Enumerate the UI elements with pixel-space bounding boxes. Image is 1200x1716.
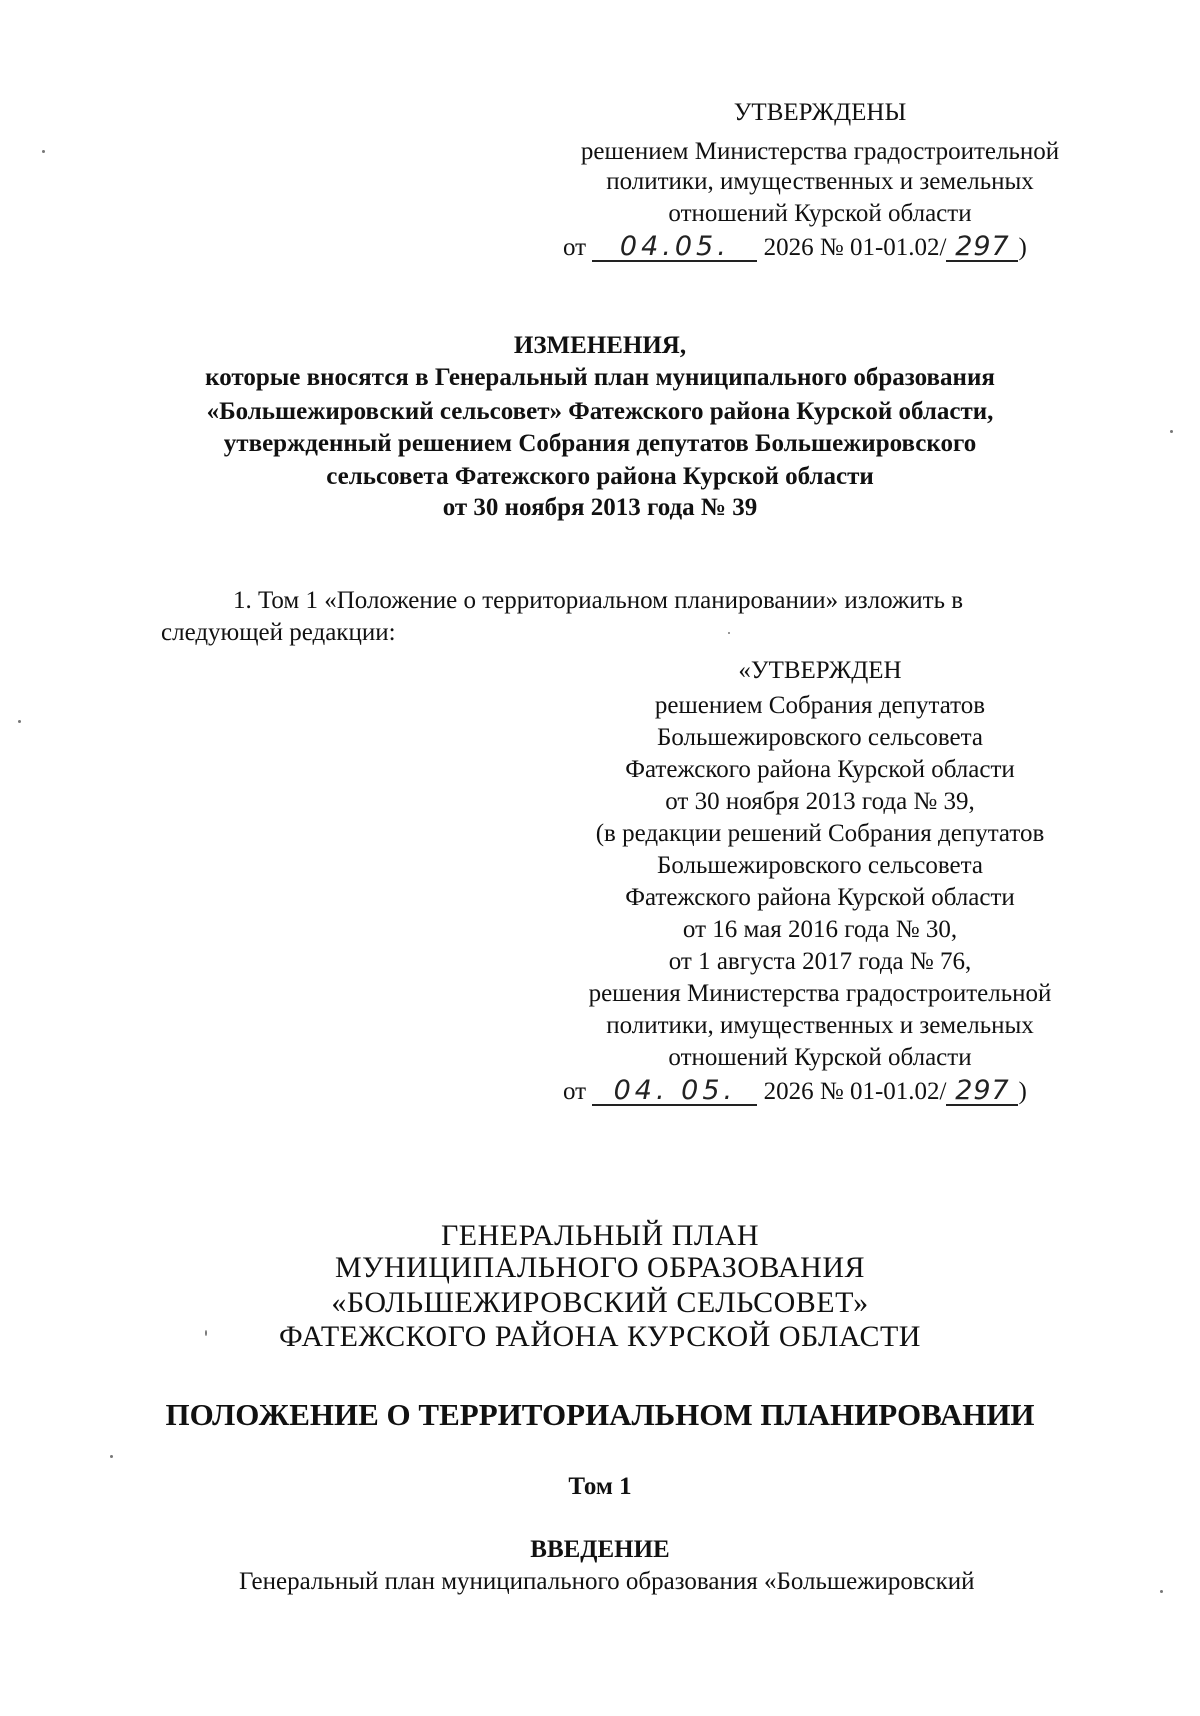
approval-line-1: решением Министерства градостроительной [580, 138, 1060, 165]
inner-approval-line: от 16 мая 2016 года № 30, [682, 916, 958, 943]
plan-title-line-2: МУНИЦИПАЛЬНОГО ОБРАЗОВАНИЯ [334, 1251, 866, 1284]
item-1-line-2: следующей редакции: [161, 619, 396, 646]
changes-title: ИЗМЕНЕНИЯ, [513, 332, 687, 359]
scan-speck [205, 1330, 207, 1336]
item-1-line-1: 1. Том 1 «Положение о территориальном планировании» изложить в [233, 587, 964, 614]
scan-speck [42, 150, 45, 153]
inner-approval-line: решением Собрания депутатов [654, 692, 986, 719]
changes-line-3: утвержденный решением Собрания депутатов Большежировского [223, 430, 977, 457]
scan-speck [728, 632, 730, 634]
handwritten-number: 297 [946, 234, 1018, 262]
plan-title-line-3: «БОЛЬШЕЖИРОВСКИЙ СЕЛЬСОВЕТ» [331, 1286, 869, 1319]
inner-approval-title: «УТВЕРЖДЕН [738, 657, 902, 684]
changes-line-2: «Большежировский сельсовет» Фатежского района Курской области, [206, 398, 994, 425]
intro-title: ВВЕДЕНИЕ [530, 1536, 670, 1563]
inner-approval-line: Большежировского сельсовета [657, 852, 983, 879]
date-year-number: 2026 № 01-01.02/ [763, 234, 947, 261]
approval-line-2: политики, имущественных и земельных [606, 168, 1034, 195]
changes-line-1: которые вносятся в Генеральный план муниципального образования [205, 364, 995, 391]
scan-speck [1170, 430, 1173, 433]
scan-speck [1160, 1590, 1163, 1593]
handwritten-number: 297 [946, 1078, 1018, 1106]
date-year-number: 2026 № 01-01.02/ [763, 1078, 947, 1105]
date-prefix: от [563, 1078, 587, 1105]
inner-approval-line: от 30 ноября 2013 года № 39, [665, 788, 975, 815]
inner-approval-line: Фатежского района Курской области [625, 756, 1015, 783]
inner-approval-line: решения Министерства градостроительной [588, 980, 1052, 1007]
scan-speck [18, 720, 21, 723]
closing-paren: ) [1018, 1078, 1027, 1105]
handwritten-date: 04.05. [592, 234, 757, 262]
approval-title: УТВЕРЖДЕНЫ [733, 99, 907, 126]
volume-label: Том 1 [568, 1473, 632, 1500]
intro-text: Генеральный план муниципального образования «Большежировский [239, 1568, 975, 1595]
inner-approval-line: Большежировского сельсовета [657, 724, 983, 751]
inner-approval-line: от 1 августа 2017 года № 76, [668, 948, 972, 975]
inner-approval-line: (в редакции решений Собрания депутатов [595, 820, 1045, 847]
plan-title-line-1: ГЕНЕРАЛЬНЫЙ ПЛАН [440, 1219, 760, 1252]
changes-line-5: от 30 ноября 2013 года № 39 [442, 494, 758, 521]
approval-date-line [563, 232, 1027, 264]
date-prefix: от [563, 234, 587, 261]
approval-line-3: отношений Курской области [668, 200, 972, 227]
inner-approval-line: Фатежского района Курской области [625, 884, 1015, 911]
closing-paren: ) [1018, 234, 1027, 261]
handwritten-date: 04. 05. [592, 1078, 757, 1106]
changes-line-4: сельсовета Фатежского района Курской области [326, 463, 874, 490]
inner-approval-line: отношений Курской области [668, 1044, 972, 1071]
section-title: ПОЛОЖЕНИЕ О ТЕРРИТОРИАЛЬНОМ ПЛАНИРОВАНИИ [165, 1397, 1035, 1432]
plan-title-line-4: ФАТЕЖСКОГО РАЙОНА КУРСКОЙ ОБЛАСТИ [279, 1320, 921, 1353]
inner-approval-line: политики, имущественных и земельных [606, 1012, 1034, 1039]
inner-approval-date-line [563, 1076, 1027, 1108]
scan-speck [110, 1455, 113, 1458]
